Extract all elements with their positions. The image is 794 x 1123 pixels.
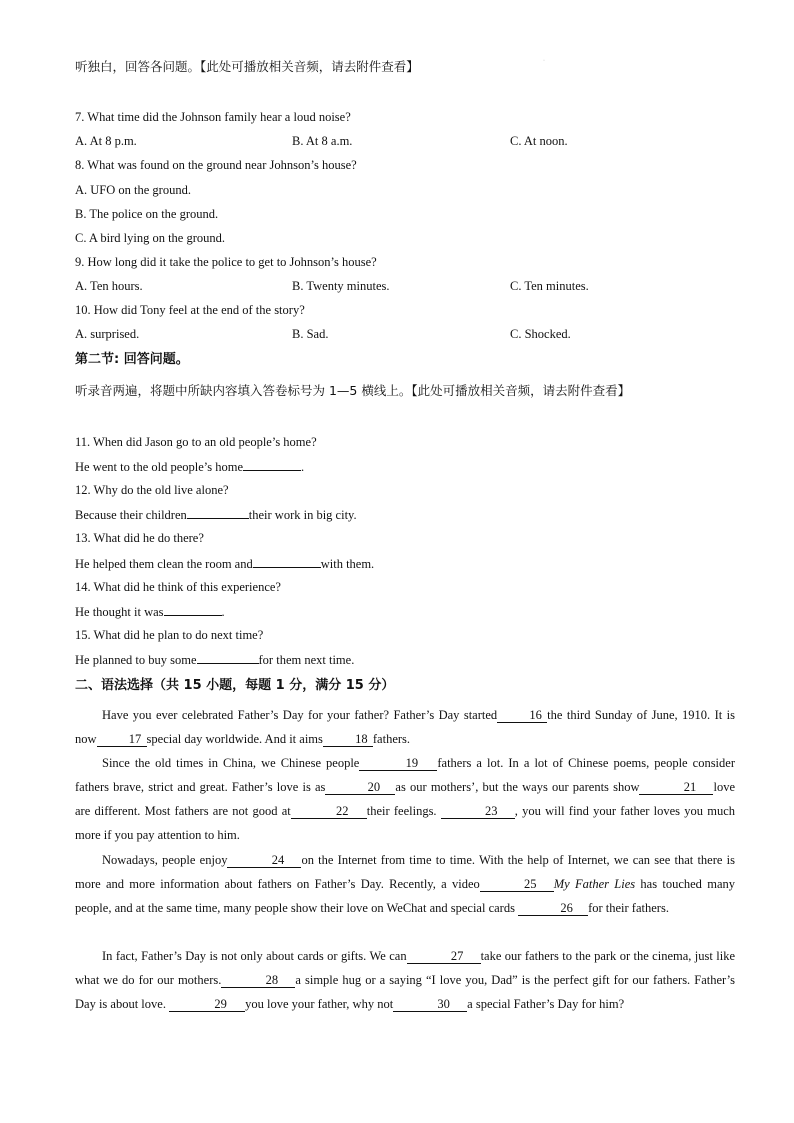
option-a: A. Ten hours.	[75, 279, 143, 293]
blank-22[interactable]: 22	[291, 805, 367, 819]
answer-text: for them next time.	[258, 653, 355, 667]
answer-13	[75, 555, 374, 572]
answer-text: He planned to buy some	[75, 653, 197, 667]
answer-text: Because their children	[75, 508, 187, 522]
blank-29[interactable]: 29	[169, 998, 245, 1012]
passage-text: Since the old times in China, we Chinese people	[102, 756, 360, 770]
page-speck: ·	[543, 58, 545, 64]
section1-instruction: 听独白，回答各问题。【此处可播放相关音频，请去附件查看】	[75, 59, 419, 74]
blank-28[interactable]: 28	[221, 974, 295, 988]
answer-blank[interactable]	[197, 651, 259, 664]
answer-text: with them.	[320, 557, 375, 571]
blank-16[interactable]: 16	[497, 709, 547, 723]
blank-19[interactable]: 19	[359, 757, 437, 771]
answer-blank[interactable]	[187, 506, 249, 519]
blank-26[interactable]: 26	[518, 902, 588, 916]
option-c: C. Shocked.	[510, 327, 571, 341]
passage-paragraph-3	[75, 848, 735, 920]
passage-text: their feelings.	[366, 804, 437, 818]
blank-30[interactable]: 30	[393, 998, 467, 1012]
passage-text: special day worldwide. And it aims	[146, 732, 323, 746]
question-7: 7. What time did the Johnson family hear a loud noise?	[75, 110, 351, 124]
option-a: A. At 8 p.m.	[75, 134, 137, 148]
question-8: 8. What was found on the ground near Johnson’s house?	[75, 158, 357, 172]
passage-text: has touched many people, and at the same time, many people show their love on WeChat and special cards	[75, 877, 735, 915]
blank-17[interactable]: 17	[97, 733, 147, 747]
passage-text: for their fathers.	[588, 901, 669, 915]
question-10-options	[75, 326, 735, 342]
question-11: 11. When did Jason go to an old people’s home?	[75, 435, 317, 449]
option-b: B. Sad.	[292, 327, 329, 341]
answer-text: He helped them clean the room and	[75, 557, 253, 571]
blank-27[interactable]: 27	[407, 950, 481, 964]
answer-blank[interactable]	[164, 603, 222, 616]
passage-text: as our mothers’, but the ways our parents show	[395, 780, 640, 794]
passage-text: a simple hug or a saying “I love you, Dad” is the perfect gift for our fathers. Father’s Day is about love.	[75, 973, 735, 1011]
blank-24[interactable]: 24	[227, 854, 301, 868]
option-b: B. At 8 a.m.	[292, 134, 353, 148]
video-title: My Father Lies	[553, 877, 636, 891]
option-c: C. A bird lying on the ground.	[75, 231, 225, 245]
passage-text: a special Father’s Day for him?	[467, 997, 625, 1011]
passage-text: fathers.	[372, 732, 411, 746]
passage-text: you love your father, why not	[245, 997, 394, 1011]
answer-12	[75, 506, 357, 523]
answer-text: He went to the old people’s home	[75, 460, 244, 474]
blank-21[interactable]: 21	[639, 781, 713, 795]
option-b: B. The police on the ground.	[75, 207, 219, 221]
blank-20[interactable]: 20	[325, 781, 395, 795]
passage-text: love are different. Most fathers are not good at	[75, 780, 735, 818]
passage-text: Have you ever celebrated Father’s Day for your father? Father’s Day started	[102, 708, 498, 722]
section2-instruction: 听录音两遍，将题中所缺内容填入答卷标号为 1—5 横线上。【此处可播放相关音频，请去附件查看】	[75, 383, 631, 398]
passage-text: In fact, Father’s Day is not only about cards or gifts. We can	[102, 949, 407, 963]
option-a: A. surprised.	[75, 327, 140, 341]
question-10: 10. How did Tony feel at the end of the story?	[75, 303, 305, 317]
answer-text: .	[301, 460, 305, 474]
answer-text: .	[221, 605, 225, 619]
answer-14	[75, 603, 225, 620]
question-13: 13. What did he do there?	[75, 531, 204, 545]
passage-paragraph-2	[75, 751, 735, 847]
option-c: C. Ten minutes.	[510, 279, 589, 293]
passage-paragraph-4	[75, 944, 735, 1016]
passage-text: , you will find your father loves you much more if you pay attention to him.	[75, 804, 736, 842]
option-b: B. Twenty minutes.	[292, 279, 390, 293]
blank-18[interactable]: 18	[323, 733, 373, 747]
passage-text: take our fathers to the park or the cinema, just like what we do for our mothers.	[75, 949, 736, 987]
blank-23[interactable]: 23	[441, 805, 515, 819]
answer-blank[interactable]	[253, 555, 321, 568]
question-9-options	[75, 278, 735, 294]
option-c: C. At noon.	[510, 134, 568, 148]
question-12: 12. Why do the old live alone?	[75, 483, 229, 497]
passage-text: Nowadays, people enjoy	[102, 853, 228, 867]
passage-paragraph-1	[75, 703, 735, 751]
blank-25[interactable]: 25	[480, 878, 554, 892]
answer-blank[interactable]	[243, 458, 301, 471]
question-14: 14. What did he think of this experience?	[75, 580, 281, 594]
passage-text: the third Sunday of June, 1910. It is now	[75, 708, 735, 746]
question-15: 15. What did he plan to do next time?	[75, 628, 264, 642]
section2-title: 第二节: 回答问题。	[75, 352, 189, 367]
answer-text: He thought it was	[75, 605, 164, 619]
answer-15	[75, 651, 354, 668]
option-a: A. UFO on the ground.	[75, 183, 191, 197]
answer-11	[75, 458, 304, 475]
passage-text: on the Internet from time to time. With the help of Internet, we can see that there is more and more information about fathers on Father’s Day. Recently, a video	[75, 853, 735, 891]
question-9: 9. How long did it take the police to get to Johnson’s house?	[75, 255, 377, 269]
part2-title: 二、语法选择（共 15 小题，每题 1 分，满分 15 分）	[75, 678, 395, 693]
question-7-options	[75, 133, 735, 149]
passage-text: fathers a lot. In a lot of Chinese poems, people consider fathers brave, strict and great. Father’s love is as	[75, 756, 735, 794]
answer-text: their work in big city.	[248, 508, 357, 522]
